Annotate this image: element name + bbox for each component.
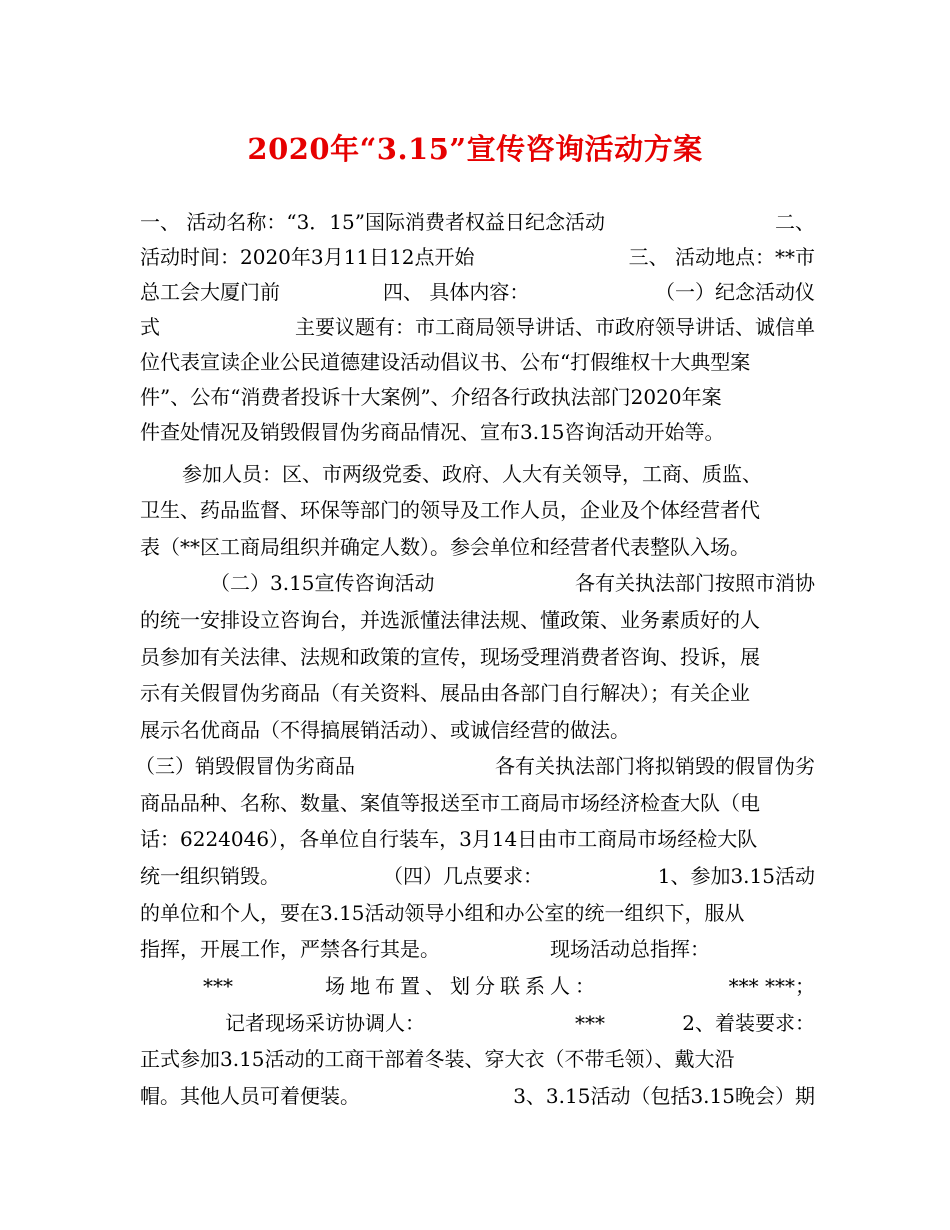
text-segment: 的单位和个人，要在3.15活动领导小组和办公室的统一组织下，服从 (140, 901, 745, 925)
text-segment: 示有关假冒伪劣商品（有关资料、展品由各部门自行解决）；有关企业 (140, 681, 750, 705)
paragraph-line (140, 603, 815, 637)
paragraph-line (140, 380, 815, 414)
paragraph-line (140, 530, 815, 564)
text-segment: 3、3.15活动（包括3.15晚会）期 (513, 1084, 815, 1108)
text-segment: 商品品种、名称、数量、案值等报送至市工商局市场经济检查大队（电 (140, 791, 760, 815)
text-segment: 活动时间：2020年3月11日12点开始 (140, 245, 475, 269)
text-segment: *** ***； (728, 974, 815, 998)
paragraph-line (140, 275, 815, 309)
text-segment: 正式参加3.15活动的工商干部着冬装、穿大衣（不带毛领）、戴大沿 (140, 1047, 735, 1071)
text-segment: 三、 活动地点：**市 (628, 245, 815, 269)
paragraph-line (140, 640, 815, 674)
text-segment: *** (203, 974, 233, 998)
paragraph-line (140, 1042, 815, 1076)
text-segment: 主要议题有：市工商局领导讲话、市政府领导讲话、诚信单 (295, 315, 815, 339)
text-segment: 指挥，开展工作，严禁各行其是。 (140, 937, 440, 961)
text-segment: 一、 活动名称：“3．15”国际消费者权益日纪念活动 (140, 210, 605, 234)
text-segment: （二）3.15宣传咨询活动 (210, 571, 435, 595)
text-segment: 式 (140, 315, 160, 339)
text-segment: 的统一安排设立咨询台，并选派懂法律法规、懂政策、业务素质好的人 (140, 608, 760, 632)
text-segment: （四）几点要求： (383, 864, 543, 888)
text-segment: 各有关执法部门按照市消协 (575, 571, 815, 595)
paragraph-line (140, 205, 815, 239)
text-segment: 件”、公布“消费者投诉十大案例”、介绍各行政执法部门2020年案 (140, 385, 722, 409)
text-segment: 各有关执法部门将拟销毁的假冒伪劣 (495, 754, 815, 778)
text-segment: 记者现场采访协调人： (225, 1011, 425, 1035)
paragraph-line (140, 786, 815, 820)
paragraph-line (140, 1079, 815, 1113)
text-segment: （三）销毁假冒伪劣商品 (135, 754, 355, 778)
paragraph-line (140, 896, 815, 930)
paragraph-line (140, 415, 815, 449)
document-title: 2020年“3.15”宣传咨询活动方案 (247, 132, 703, 166)
paragraph-line (140, 713, 815, 747)
paragraph-line (140, 969, 815, 1003)
paragraph-line (140, 310, 815, 344)
text-segment: 二、 (775, 210, 815, 234)
text-segment: 参加人员：区、市两级党委、政府、人大有关领导，工商、质监、 (182, 462, 762, 486)
paragraph-line (140, 566, 815, 600)
text-segment: 表（**区工商局组织并确定人数）。参会单位和经营者代表整队入场。 (140, 535, 750, 559)
text-segment: （一）纪念活动仪 (655, 280, 815, 304)
text-segment: 四、 具体内容： (383, 280, 530, 304)
text-segment: 展示名优商品（不得搞展销活动）、或诚信经营的做法。 (140, 718, 630, 742)
text-segment: 员参加有关法律、法规和政策的宣传，现场受理消费者咨询、投诉，展 (140, 645, 760, 669)
text-segment: 统一组织销毁。 (140, 864, 280, 888)
text-segment: 位代表宣读企业公民道德建设活动倡议书、公布“打假维权十大典型案 (140, 350, 751, 374)
paragraph-line (140, 493, 815, 527)
text-segment: 话：6224046），各单位自行装车，3月14日由市工商局市场经检大队 (140, 827, 758, 851)
paragraph-line (140, 822, 815, 856)
paragraph-line (140, 457, 815, 491)
text-segment: 件查处情况及销毁假冒伪劣商品情况、宣布3.15咨询活动开始等。 (140, 420, 725, 444)
text-segment: 帽。其他人员可着便装。 (140, 1084, 360, 1108)
text-segment: 1、参加3.15活动 (657, 864, 815, 888)
paragraph-line (140, 345, 815, 379)
text-segment: 总工会大厦门前 (140, 280, 280, 304)
text-segment: 场地布置、划分联系人： (325, 974, 600, 998)
paragraph-line (140, 859, 815, 893)
paragraph-line (140, 932, 815, 966)
paragraph-line (140, 240, 815, 274)
text-segment: 现场活动总指挥： (550, 937, 710, 961)
text-segment: *** (575, 1011, 605, 1035)
paragraph-line (140, 1006, 815, 1040)
paragraph-line (135, 749, 815, 783)
text-segment: 卫生、药品监督、环保等部门的领导及工作人员，企业及个体经营者代 (140, 498, 760, 522)
paragraph-line (140, 676, 815, 710)
text-segment: 2、着装要求： (682, 1011, 815, 1035)
